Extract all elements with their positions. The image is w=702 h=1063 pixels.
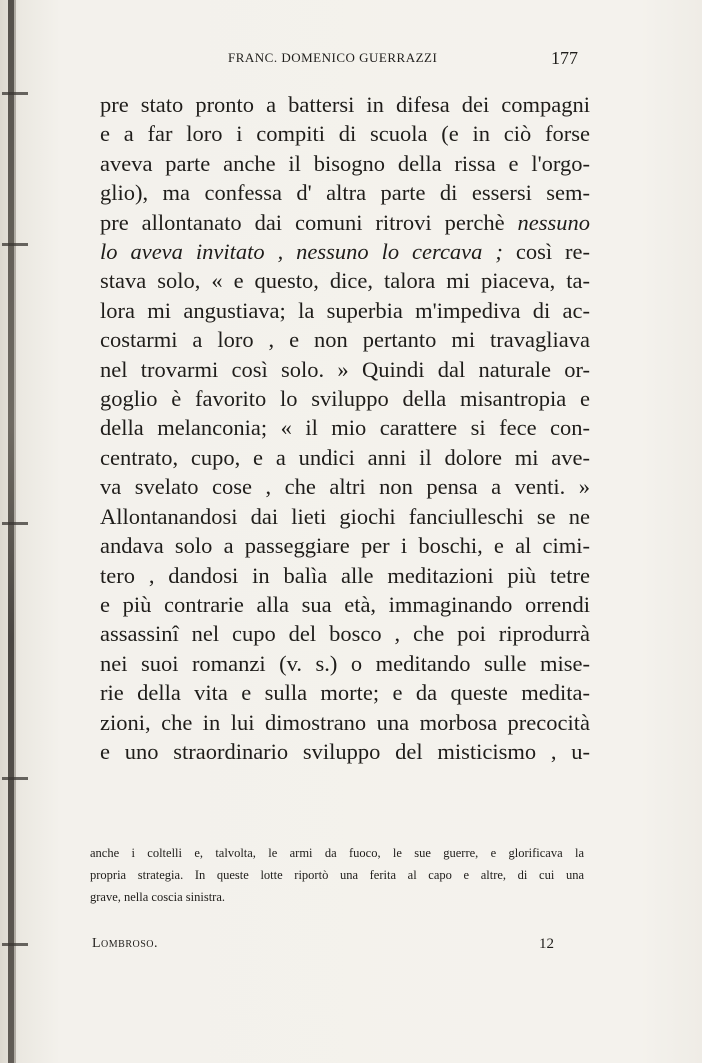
text-line: della melanconia; « il mio carattere si fece con- [100, 415, 590, 441]
binding-mark [2, 92, 28, 95]
binding-mark [2, 777, 28, 780]
text-line: costarmi a loro , e non pertanto mi travagliava [100, 327, 590, 353]
text-line: zioni, che in lui dimostrano una morbosa precocità [100, 709, 590, 735]
text-line: centrato, cupo, e a undici anni il dolore mi ave- [100, 444, 590, 470]
text-segment: pre allontanato dai comuni ritrovi perchè [100, 209, 505, 235]
text-line: assassinî nel cupo del bosco , che poi riprodurrà [100, 621, 590, 647]
text-line: tero , dandosi in balìa alle meditazioni più tetre [100, 562, 590, 588]
text-line: nel trovarmi così solo. » Quindi dal naturale or- [100, 356, 590, 382]
text-line: e più contrarie alla sua età, immaginando orrendi [100, 591, 590, 617]
italic-segment: nessuno [517, 209, 590, 235]
binding-mark [2, 243, 28, 246]
footnote [90, 842, 584, 908]
page-binding-edge [14, 0, 16, 1063]
text-line: va svelato cose , che altri non pensa a venti. » [100, 474, 590, 500]
text-line: e a far loro i compiti di scuola (e in ciò forse [100, 121, 590, 147]
text-line: glio), ma confessa d' altra parte di essersi sem- [100, 180, 590, 206]
body-text [100, 90, 590, 766]
italic-segment: lo aveva invitato , nessuno lo cercava ; [100, 239, 503, 265]
text-segment: così re- [515, 239, 591, 265]
text-line: rie della vita e sulla morte; e da queste medita- [100, 680, 590, 706]
text-line: e uno straordinario sviluppo del misticismo , u- [100, 738, 590, 764]
text-line: lora mi angustiava; la superbia m'impediva di ac- [100, 297, 590, 323]
text-line: Allontanandosi dai lieti giochi fanciulleschi se ne [100, 503, 590, 529]
binding-mark [2, 943, 28, 946]
text-line: aveva parte anche il bisogno della rissa e l'orgo- [100, 150, 590, 176]
footnote-line: propria strategia. In queste lotte riportò una ferita al capo e altre, di cui una [90, 868, 584, 882]
running-title: FRANC. DOMENICO GUERRAZZI [228, 50, 438, 65]
text-line [100, 208, 590, 237]
signature-mark: 12 [539, 936, 554, 952]
footnote-line: grave, nella coscia sinistra. [90, 890, 226, 904]
binding-mark [2, 522, 28, 525]
footnote-line: anche i coltelli e, talvolta, le armi da fuoco, le sue guerre, e glorificava la [90, 846, 584, 860]
footer-author: Lombroso. [92, 936, 159, 951]
text-line: stava solo, « e questo, dice, talora mi piaceva, ta- [100, 268, 590, 294]
text-line: nei suoi romanzi (v. s.) o meditando sulle mise- [100, 650, 590, 676]
text-line: goglio è favorito lo sviluppo della misantropia e [100, 386, 590, 412]
text-line: andava solo a passeggiare per i boschi, e al cimi- [100, 533, 590, 559]
text-line: pre stato pronto a battersi in difesa dei compagni [100, 92, 590, 117]
text-line [100, 237, 590, 266]
page-number: 177 [551, 48, 578, 68]
